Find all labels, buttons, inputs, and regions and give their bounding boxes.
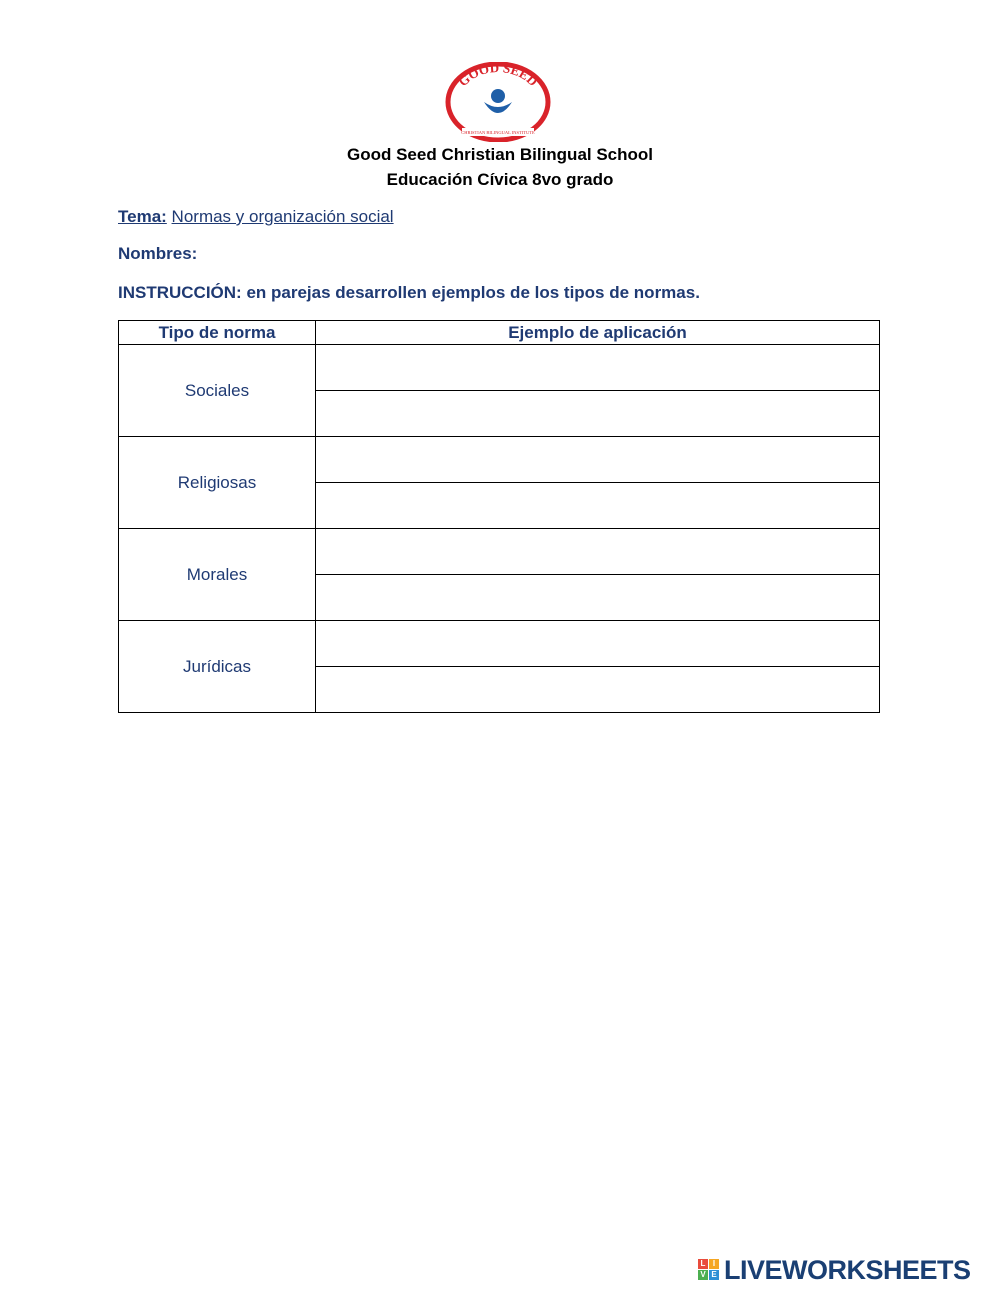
header-ejemplo: Ejemplo de aplicación <box>316 321 880 345</box>
instruction-line <box>118 283 700 303</box>
grid-letter: V <box>698 1270 708 1280</box>
liveworksheets-brand: LIVEWORKSHEETS <box>724 1255 971 1285</box>
svg-text:CHRISTIAN BILINGUAL INSTITUTE: CHRISTIAN BILINGUAL INSTITUTE <box>461 130 535 135</box>
row-type-religiosas: Religiosas <box>119 437 316 529</box>
subject-title: Educación Cívica 8vo grado <box>386 170 614 189</box>
row-type-juridicas: Jurídicas <box>119 621 316 713</box>
liveworksheets-grid-icon <box>698 1259 720 1281</box>
answer-field[interactable] <box>316 345 880 391</box>
answer-field[interactable] <box>316 483 880 529</box>
table-header-row <box>119 321 880 345</box>
instruction-label: INSTRUCCIÓN: <box>118 283 242 302</box>
answer-field[interactable] <box>316 621 880 667</box>
instruction-text: en parejas desarrollen ejemplos de los tipos de normas. <box>241 283 700 302</box>
answer-field[interactable] <box>316 391 880 437</box>
norms-table <box>118 320 880 713</box>
answer-field[interactable] <box>316 529 880 575</box>
svg-text:GOOD SEED: GOOD SEED <box>455 62 541 90</box>
school-name: Good Seed Christian Bilingual School <box>346 145 654 164</box>
table-row <box>119 621 880 667</box>
tema-value: Normas y organización social <box>171 207 394 226</box>
grid-letter: L <box>698 1259 708 1269</box>
tema-label: Tema: <box>118 207 167 226</box>
row-type-sociales: Sociales <box>119 345 316 437</box>
grid-letter: E <box>709 1270 719 1280</box>
answer-field[interactable] <box>316 575 880 621</box>
school-logo <box>444 62 552 142</box>
tema-line <box>118 207 394 227</box>
table-row <box>119 437 880 483</box>
table-row <box>119 529 880 575</box>
answer-field[interactable] <box>316 437 880 483</box>
nombres-label: Nombres: <box>118 244 198 263</box>
answer-field[interactable] <box>316 667 880 713</box>
liveworksheets-logo[interactable] <box>698 1255 994 1285</box>
table-row <box>119 345 880 391</box>
grid-letter: I <box>709 1259 719 1269</box>
header-tipo: Tipo de norma <box>119 321 316 345</box>
row-type-morales: Morales <box>119 529 316 621</box>
